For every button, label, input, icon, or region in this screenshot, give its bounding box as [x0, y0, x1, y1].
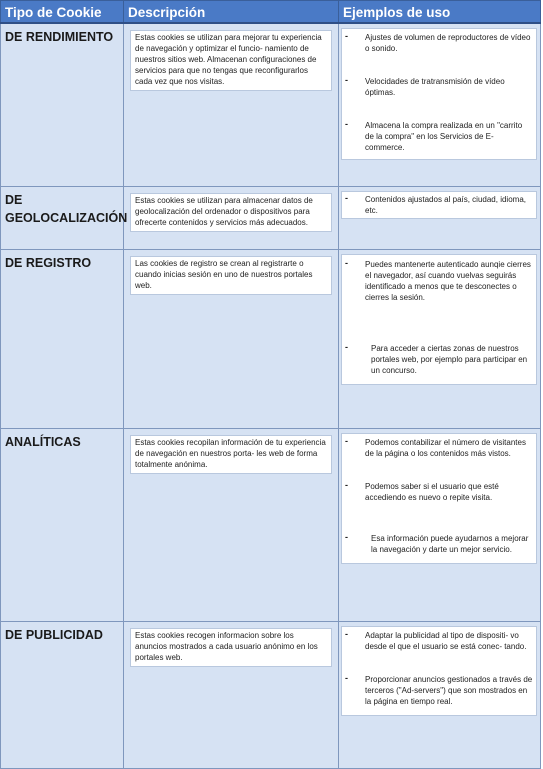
cookie-type: DE PUBLICIDAD: [1, 622, 124, 769]
dash-bullet-icon: -: [345, 342, 348, 352]
description-cell: [124, 250, 339, 429]
dash-bullet-icon: -: [345, 673, 348, 683]
description-cell: [124, 187, 339, 250]
examples-list: [341, 28, 537, 160]
list-item: [345, 533, 533, 555]
cookie-type: DE REGISTRO: [1, 250, 124, 429]
example-text: Podemos contabilizar el número de visitantes de la página o los contenidos más vistos.: [365, 438, 526, 458]
header-tipo-de-cookie: Tipo de Cookie: [1, 1, 124, 24]
description-cell: [124, 429, 339, 622]
example-text: Proporcionar anuncios gestionados a través de terceros ("Ad-servers") que son mostrados en la página en tiempo real.: [365, 675, 533, 706]
examples-list: [341, 254, 537, 385]
example-text: Esa información puede ayudarnos a mejorar la navegación y darte un mejor servicio.: [371, 534, 529, 554]
dash-bullet-icon: -: [345, 119, 348, 129]
examples-cell: [339, 622, 541, 769]
cookie-type: DE GEOLOCALIZACIÓN: [1, 187, 124, 250]
dash-bullet-icon: -: [345, 75, 348, 85]
table-row: [1, 187, 541, 250]
list-item: [345, 76, 533, 98]
dash-bullet-icon: -: [345, 532, 348, 542]
list-item: [345, 120, 533, 153]
list-item: [345, 674, 533, 707]
dash-bullet-icon: -: [345, 629, 348, 639]
list-item: [345, 343, 533, 376]
examples-cell: [339, 250, 541, 429]
description-text: Las cookies de registro se crean al registrarte o cuando inicias sesión en uno de nuestros portales web.: [130, 256, 332, 295]
example-text: Velocidades de tratransmisión de vídeo óptimas.: [365, 77, 505, 97]
description-text: Estas cookies se utilizan para almacenar datos de geolocalización del ordenador o dispositivos para ofrecerte contenidos y servicios más adecuados.: [130, 193, 332, 232]
list-item: [345, 630, 533, 652]
header-ejemplos-de-uso: Ejemplos de uso: [339, 1, 541, 24]
table-row: [1, 23, 541, 187]
examples-cell: [339, 23, 541, 187]
description-text: Estas cookies recopilan información de tu experiencia de navegación en nuestros porta- les web de forma totalmente anónima.: [130, 435, 332, 474]
examples-list: [341, 433, 537, 564]
header-descripcion: Descripción: [124, 1, 339, 24]
description-cell: [124, 23, 339, 187]
examples-cell: [339, 187, 541, 250]
table-row: [1, 250, 541, 429]
list-item: [345, 259, 533, 303]
example-text: Podemos saber si el usuario que esté accediendo es nuevo o repite visita.: [365, 482, 499, 502]
table-header-row: [1, 1, 541, 24]
dash-bullet-icon: -: [345, 436, 348, 446]
cookie-type: ANALÍTICAS: [1, 429, 124, 622]
description-text: Estas cookies se utilizan para mejorar tu experiencia de navegación y optimizar el funcio- namiento de nuestros sitios web. Almacenan configuraciones de servicios para que no tengas que reconfigurarlos cada vez que nos visitas.: [130, 30, 332, 91]
list-item: [345, 32, 533, 54]
dash-bullet-icon: -: [345, 480, 348, 490]
example-text: Para acceder a ciertas zonas de nuestros portales web, por ejemplo para participar en un concurso.: [371, 344, 528, 375]
list-item: [345, 194, 533, 216]
list-item: [345, 437, 533, 459]
list-item: [345, 481, 533, 503]
examples-cell: [339, 429, 541, 622]
dash-bullet-icon: -: [345, 258, 348, 268]
description-cell: [124, 622, 339, 769]
dash-bullet-icon: -: [345, 193, 348, 203]
example-text: Adaptar la publicidad al tipo de dispositi- vo desde el que el usuario se está conec- tando.: [365, 631, 527, 651]
example-text: Puedes mantenerte autenticado aunqie cierres el navegador, así cuando vuelvas seguirás identificado a menos que te desconectes o cierres la sesión.: [365, 260, 531, 302]
description-text: Estas cookies recogen informacion sobre los anuncios mostrados a cada usuario anónimo en los portales web.: [130, 628, 332, 667]
example-text: Contenidos ajustados al país, ciudad, idioma, etc.: [365, 195, 526, 215]
example-text: Almacena la compra realizada en un "carrito de la compra" en los Servicios de E-commerce.: [365, 121, 523, 152]
cookie-type: DE RENDIMIENTO: [1, 23, 124, 187]
dash-bullet-icon: -: [345, 31, 348, 41]
table-row: [1, 429, 541, 622]
examples-list: [341, 191, 537, 219]
examples-list: [341, 626, 537, 716]
table-row: [1, 622, 541, 769]
example-text: Ajustes de volumen de reproductores de vídeo o sonido.: [365, 33, 531, 53]
